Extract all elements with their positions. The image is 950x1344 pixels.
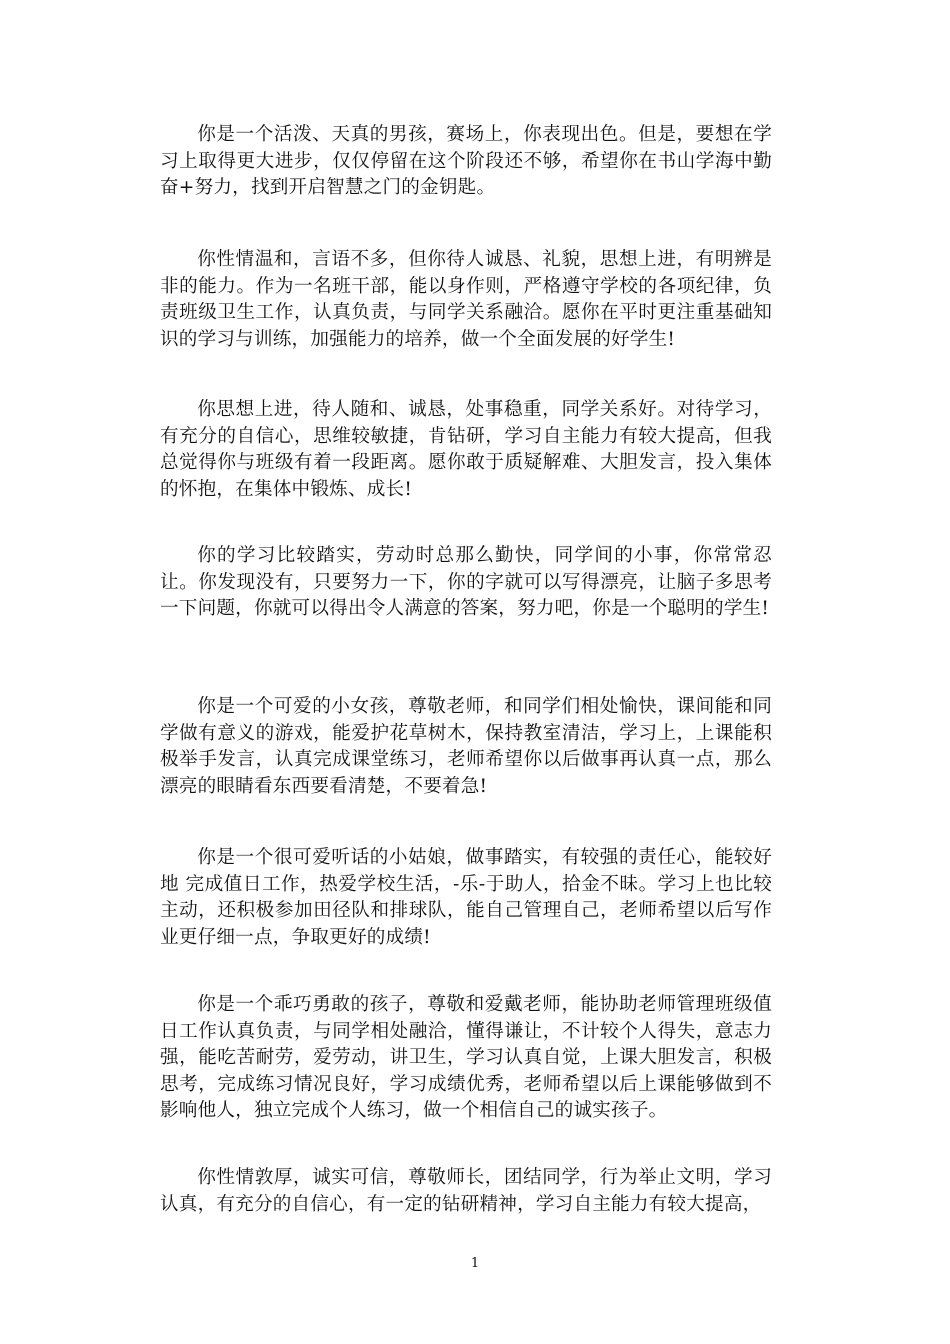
page-number: 1 — [470, 1256, 480, 1271]
comment-paragraph-7: 你是一个乖巧勇敢的孩子，尊敬和爱戴老师，能协助老师管理班级值日工作认真负责，与同学相处融洽，懂得谦让，不计较个人得失，意志力强，能吃苦耐劳，爱劳动，讲卫生，学习认真自觉，上课大胆发言，积极思考，完成练习情况良好，学习成绩优秀，老师希望以后上课能够做到不影响他人，独立完成个人练习，做一个相信自己的诚实孩子。 — [160, 994, 772, 1121]
comment-paragraph-4: 你的学习比较踏实，劳动时总那么勤快，同学间的小事，你常常忍让。你发现没有，只要努力一下，你的字就可以写得漂亮，让脑子多思考一下问题，你就可以得出令人满意的答案，努力吧，你是一个聪明的学生! — [160, 545, 772, 619]
comment-paragraph-3: 你思想上进，待人随和、诚恳，处事稳重，同学关系好。对待学习，有充分的自信心，思维较敏捷，肯钻研，学习自主能力有较大提高，但我总觉得你与班级有着一段距离。愿你敢于质疑解难、大胆发言，投入集体的怀抱，在集体中锻炼、成长! — [160, 399, 772, 500]
comment-paragraph-1: 你是一个活泼、天真的男孩，赛场上，你表现出色。但是，要想在学习上取得更大进步，仅仅停留在这个阶段还不够，希望你在书山学海中勤奋+努力，找到开启智慧之门的金钥匙。 — [160, 124, 772, 198]
comment-paragraph-6: 你是一个很可爱听话的小姑娘，做事踏实，有较强的责任心，能较好地 完成值日工作，热爱学校生活，-乐-于助人，拾金不昧。学习上也比较主动，还积极参加田径队和排球队，能自己管理自己，老师希望以后写作业更仔细一点，争取更好的成绩! — [160, 847, 772, 948]
comment-paragraph-8: 你性情敦厚，诚实可信，尊敬师长，团结同学，行为举止文明，学习认真，有充分的自信心，有一定的钻研精神，学习自主能力有较大提高， — [160, 1167, 772, 1215]
comment-paragraph-5: 你是一个可爱的小女孩，尊敬老师，和同学们相处愉快，课间能和同学做有意义的游戏，能爱护花草树木，保持教室清洁，学习上，上课能积极举手发言，认真完成课堂练习，老师希望你以后做事再认真一点，那么漂亮的眼睛看东西要看清楚，不要着急! — [160, 696, 772, 797]
comment-paragraph-2: 你性情温和，言语不多，但你待人诚恳、礼貌，思想上进，有明辨是非的能力。作为一名班干部，能以身作则，严格遵守学校的各项纪律，负责班级卫生工作，认真负责，与同学关系融洽。愿你在平时更注重基础知识的学习与训练，加强能力的培养，做一个全面发展的好学生! — [160, 249, 772, 350]
